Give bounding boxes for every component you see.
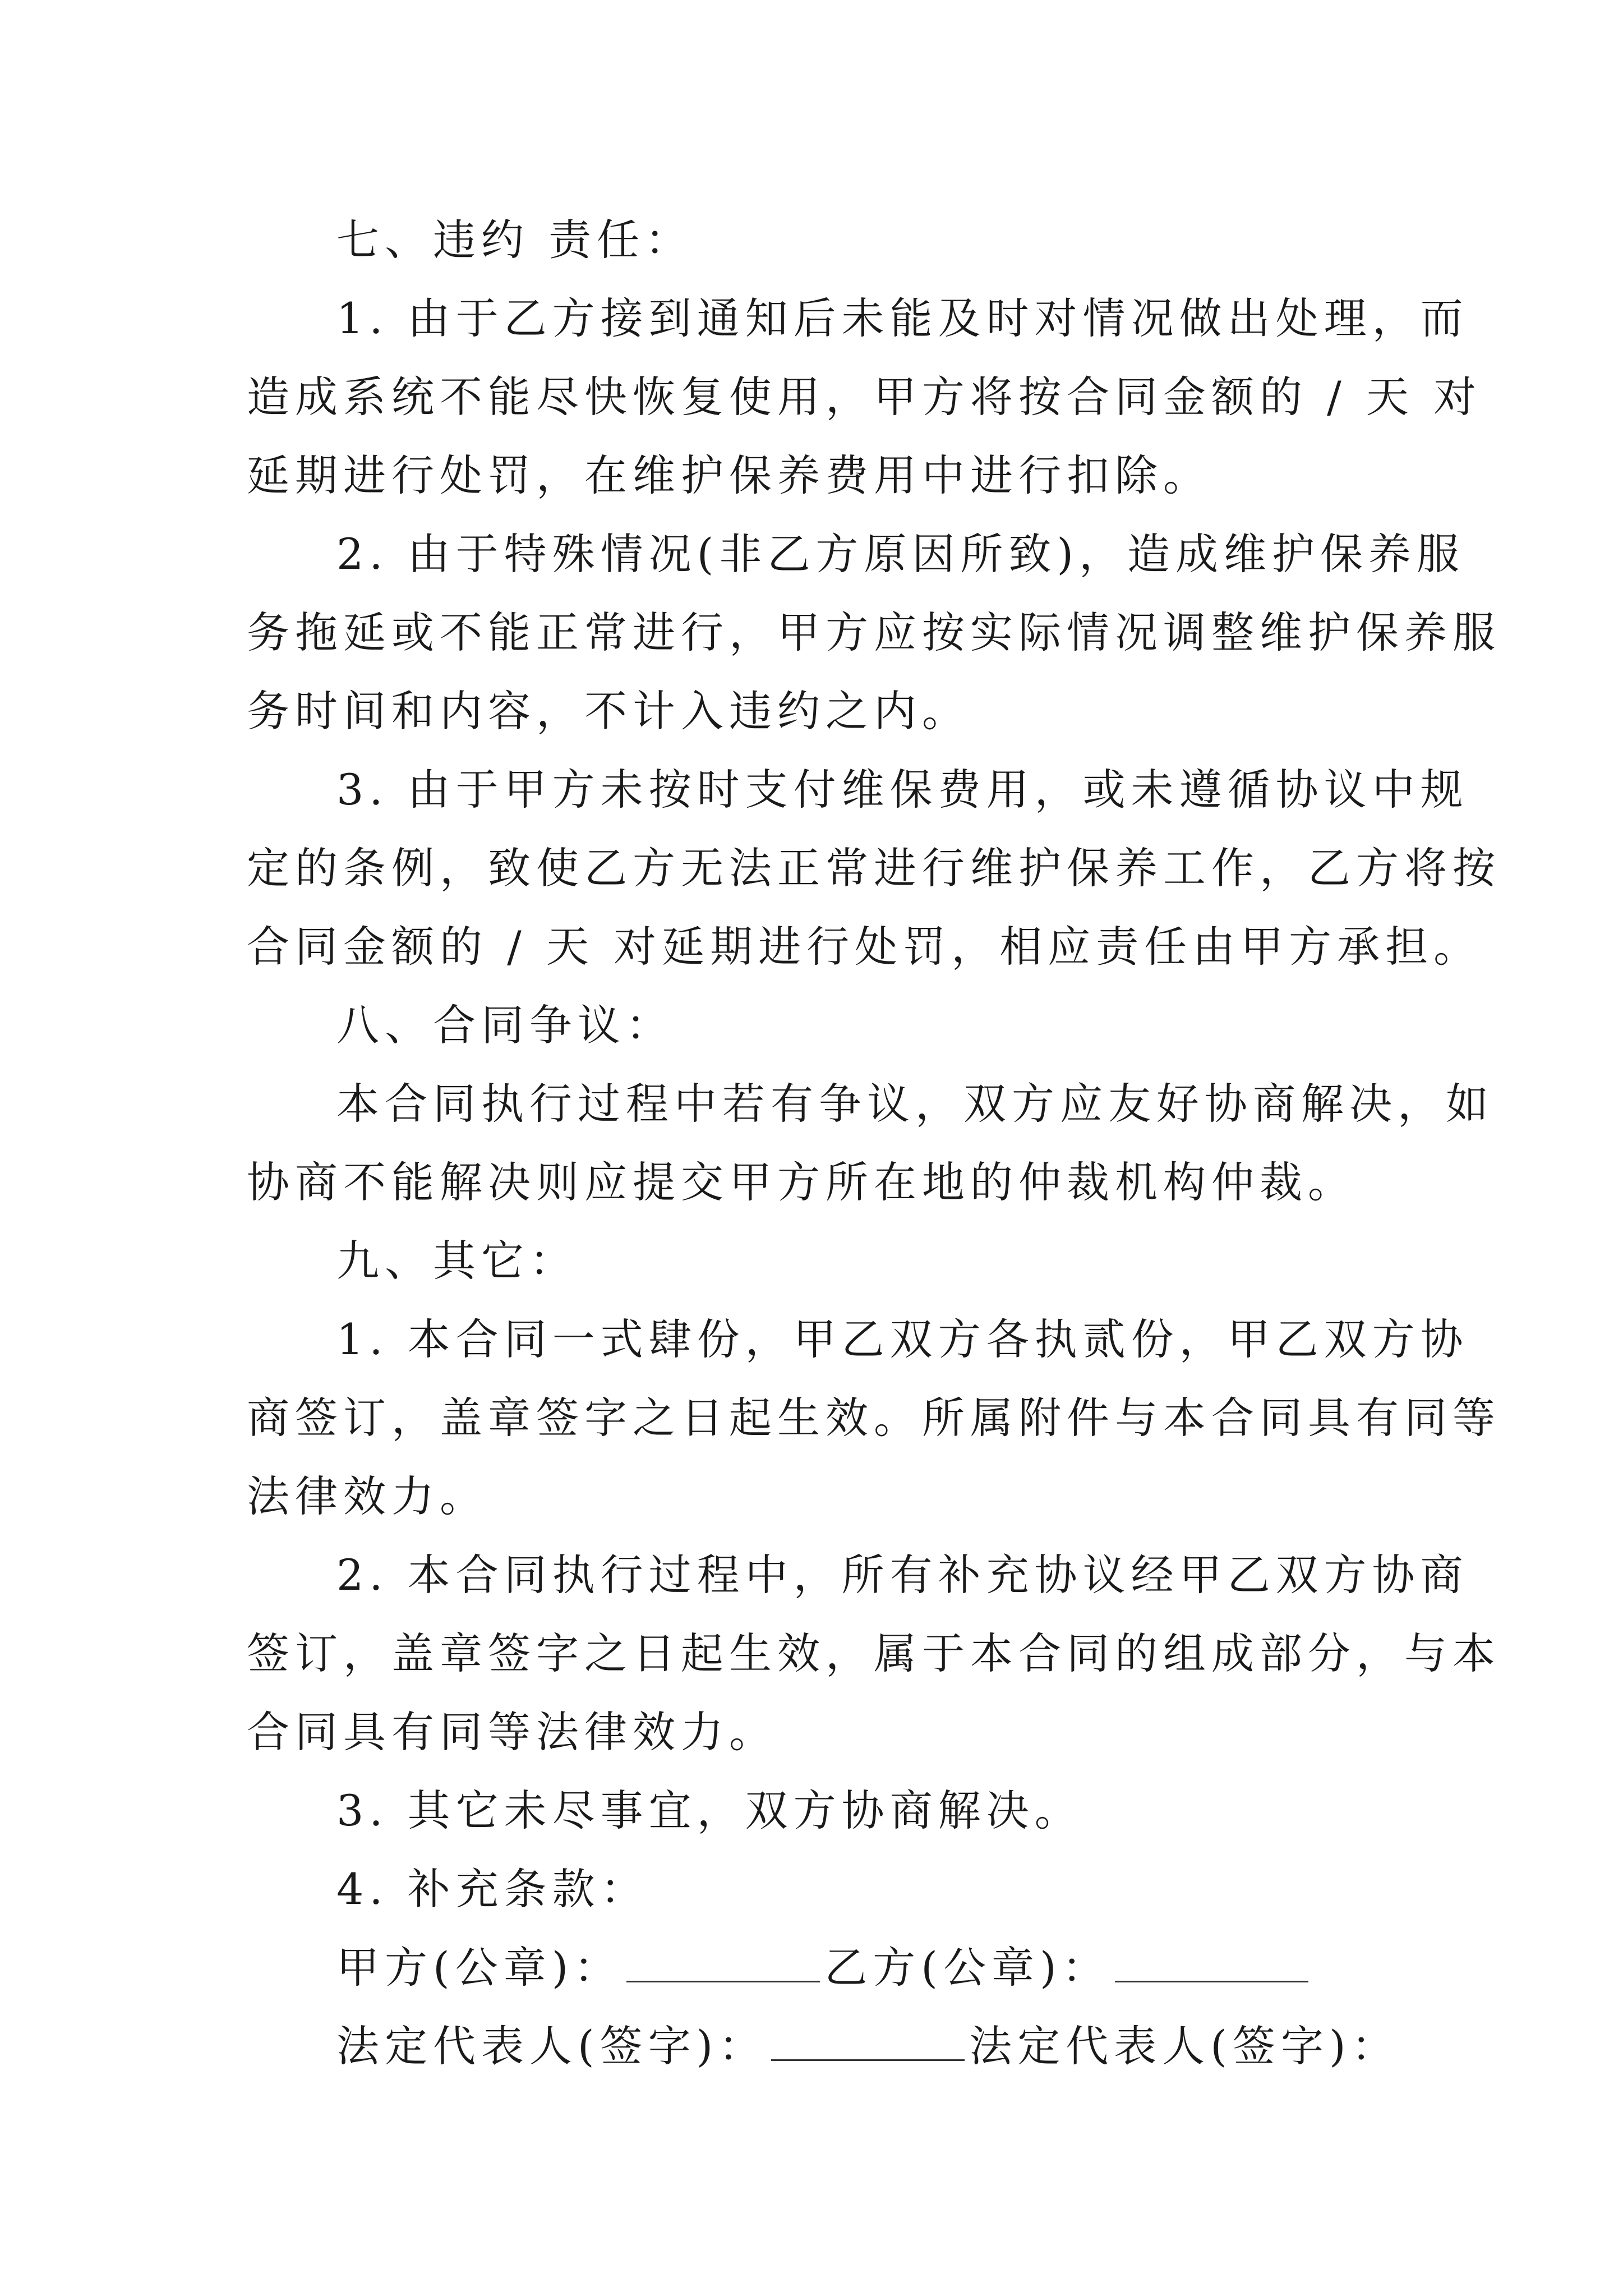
paragraph-line: 协商不能解决则应提交甲方所在地的仲裁机构仲裁。 [247,1157,1356,1207]
paragraph-line: 合同具有同等法律效力。 [247,1707,777,1757]
party-b-seal-blank [1115,1978,1308,1982]
section-heading-other: 九、其它： [336,1236,578,1286]
signature-row-seals [336,1943,1313,1993]
paragraph-line: 务时间和内容，不计入违约之内。 [247,686,970,736]
paragraph-line: 合同金额的 / 天 对延期进行处罚，相应责任由甲方承担。 [247,922,1482,972]
paragraph-line: 商签订，盖章签字之日起生效。所属附件与本合同具有同等 [247,1393,1501,1443]
paragraph-line: 本合同执行过程中若有争议，双方应友好协商解决，如 [336,1079,1494,1129]
party-b-seal-label: 乙方(公章)： [824,1943,1110,1993]
paragraph-line: 4. 补充条款： [336,1864,649,1914]
paragraph-line: 1. 本合同一式肆份，甲乙双方各执贰份，甲乙双方协 [336,1314,1469,1364]
legal-rep-a-blank [771,2057,965,2061]
paragraph-line: 务拖延或不能正常进行，甲方应按实际情况调整维护保养服 [247,608,1501,657]
paragraph-line: 法律效力。 [247,1471,488,1521]
paragraph-line: 签订，盖章签字之日起生效，属于本合同的组成部分，与本 [247,1628,1501,1678]
paragraph-line: 1. 由于乙方接到通知后未能及时对情况做出处理，而 [336,293,1469,343]
legal-rep-a-label: 法定代表人(签字)： [336,2021,767,2071]
section-heading-breach: 七、违约 责任： [336,215,694,265]
section-heading-dispute: 八、合同争议： [336,1000,674,1050]
party-a-seal-label: 甲方(公章)： [336,1943,623,1993]
paragraph-line: 3. 其它未尽事宜，双方协商解决。 [336,1786,1083,1835]
paragraph-line: 造成系统不能尽快恢复使用，甲方将按合同金额的 / 天 对 [247,372,1482,422]
paragraph-line: 2. 本合同执行过程中，所有补充协议经甲乙双方协商 [336,1550,1469,1600]
paragraph-line: 定的条例，致使乙方无法正常进行维护保养工作，乙方将按 [247,843,1501,893]
paragraph-line: 3. 由于甲方未按时支付维保费用，或未遵循协议中规 [336,765,1469,815]
party-a-seal-blank [626,1978,820,1982]
legal-rep-b-label: 法定代表人(签字)： [969,2021,1400,2071]
signature-row-legal-rep [336,2021,1400,2071]
paragraph-line: 2. 由于特殊情况(非乙方原因所致)，造成维护保养服 [336,529,1465,579]
paragraph-line: 延期进行处罚，在维护保养费用中进行扣除。 [247,450,1211,500]
